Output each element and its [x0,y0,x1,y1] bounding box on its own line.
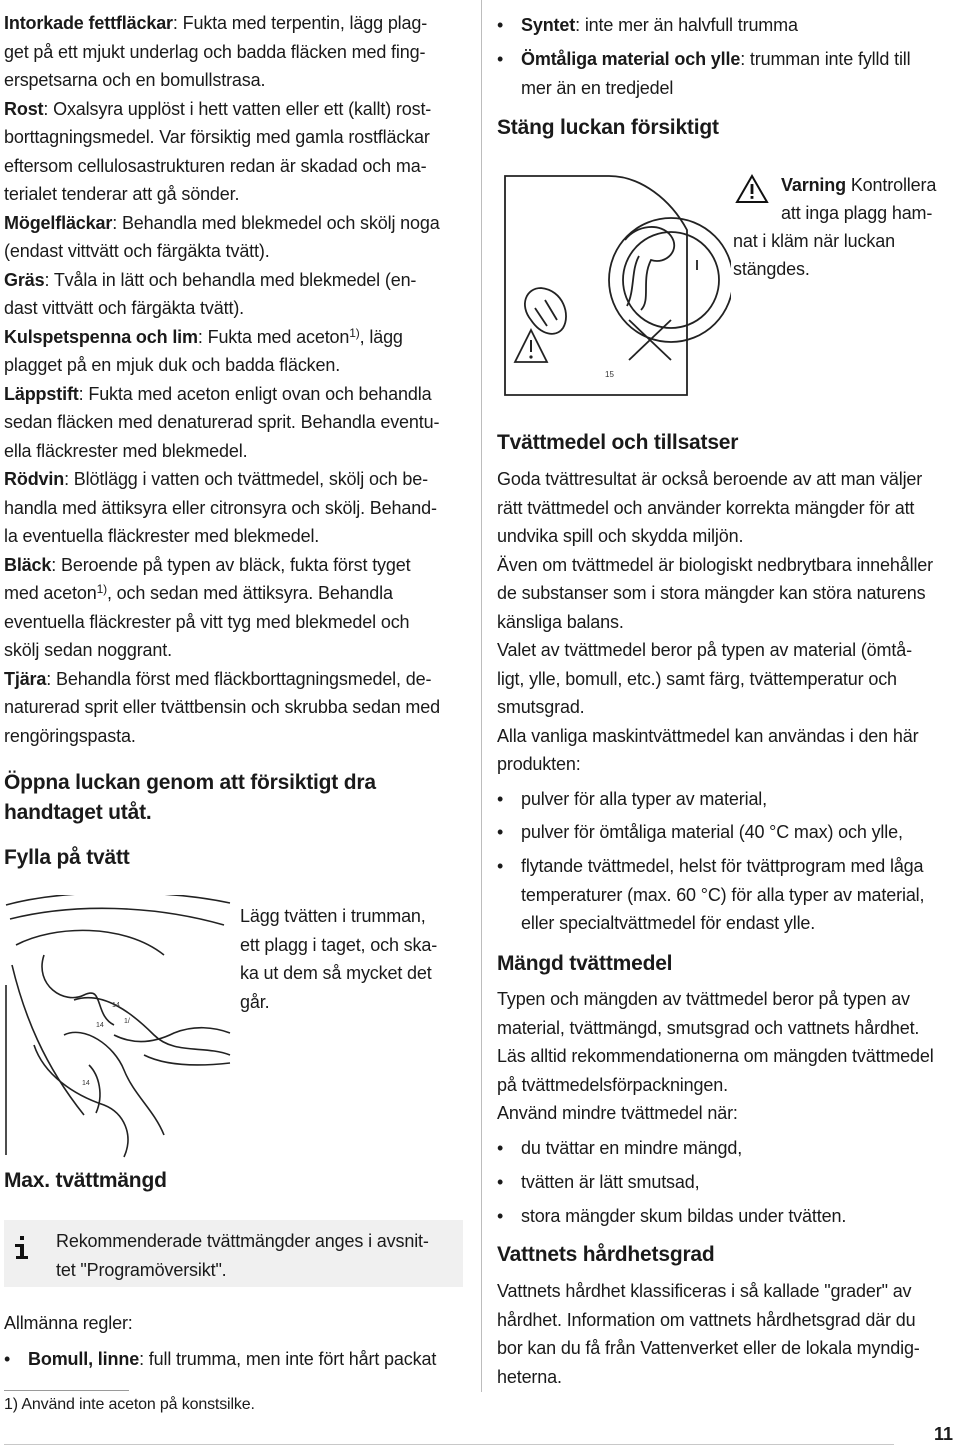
close-door-illustration [501,170,731,400]
tip-ballpoint: Kulspetspenna och lim: Fukta med aceton$^{1)}$, lägg plagget på en mjuk duk och badda fläcken. [4,325,403,375]
info-note [4,1220,463,1287]
heading-load-laundry: Fylla på tvätt [4,846,130,869]
list-item: • pulver för ömtåliga material (40 °C max) och ylle, [497,822,903,842]
loading-laundry-illustration [4,895,232,1165]
heading-close-door: Stäng luckan försiktigt [497,116,719,139]
bottom-rule [4,1444,894,1445]
column-separator [481,0,482,1392]
page-number: 11 [934,1424,954,1444]
stain-tips [4,9,474,750]
heading-max-load: Max. tvättmängd [4,1169,167,1192]
amount-text: Typen och mängden av tvättmedel beror på typen av material, tvättmängd, smutsgrad och vattnets hårdhet. Läs alltid rekommendationerna om mängden tvättmedel på tvättmedelsförpackningen. Använd mindre tvättmedel när: [497,989,934,1123]
tip-mould: Mögelfläckar: Behandla med blekmedel och skölj noga (endast vittvätt och färgäkta tvätt). [4,212,440,261]
tip-grass: Gräs: Tvåla in lätt och behandla med blekmedel (en- dast vittvätt och färgäkta tvätt). [4,269,417,318]
list-item: • Ömtåliga material och ylle: trumman inte fylld till mer än en tredjedel [497,49,911,98]
info-note-text: Rekommenderade tvättmängder anges i avsnit- tet "Programöversikt". [56,1231,429,1280]
warning-text-line-1: Varning Kontrollera [781,175,937,195]
list-item: • flytande tvättmedel, helst för tvättprogram med låga temperaturer (max. 60 °C) för alla typer av material, eller specialtvättmedel för endast ylle. [497,856,925,933]
heading-open-door: Öppna luckan genom att försiktigt dra handtaget utåt. [4,771,376,824]
list-item: • Bomull, linne: full trumma, men inte fört hårt packat [4,1349,437,1369]
list-item: • du tvättar en mindre mängd, [497,1138,743,1158]
list-item: • stora mängder skum bildas under tvätten. [497,1206,847,1226]
tip-tar: Tjära: Behandla först med fläckborttagningsmedel, de- naturerad sprit eller tvättbensin och skrubba sedan med rengöringspasta. [4,668,441,746]
heading-detergents: Tvättmedel och tillsatser [497,431,739,454]
footnote: 1) Använd inte aceton på konstsilke. [4,1396,255,1413]
svg-text:15: 15 [605,370,614,379]
warning-text-line-4: stängdes. [733,259,810,279]
svg-text:1/: 1/ [124,1018,130,1025]
tip-redwine: Rödvin: Blötlägg i vatten och tvättmedel, skölj och be- handla med ättiksyra eller citronsyra och skölj. Behand- la eventuella fläckrester med blekmedel. [4,469,437,546]
heading-detergent-amount: Mängd tvättmedel [497,952,673,975]
heading-water-hardness: Vattnets hårdhetsgrad [497,1243,715,1266]
footnote-rule [4,1390,129,1391]
svg-text:14: 14 [82,1080,90,1087]
tip-grease: Intorkade fettfläckar: Fukta med terpentin, lägg plag- get på ett mjukt underlag och badda fläcken med fing- erspetsarna och en bomullstrasa. [4,13,428,90]
svg-text:14: 14 [96,1022,104,1029]
general-rules: Allmänna regler: [4,1313,133,1333]
info-icon [10,1235,34,1261]
tip-lipstick: Läppstift: Fukta med aceton enligt ovan och behandla sedan fläcken med denaturerad sprit. Behandla eventu- ella fläckrester med blekmedel. [4,383,440,461]
list-item: • tvätten är lätt smutsad, [497,1172,700,1192]
detergent-text: Goda tvättresultat är också beroende av att man väljer rätt tvättmedel och använder korrekta mängder för att undvika spill och skydda miljön. Även om tvättmedel är biologiskt nedbrytbara innehåller de substanser som i stora mängder kan störa naturens känsliga balans. Valet av tvättmedel beror på typen av material (ömtå- ligt, ylle, bomull, etc.) samt färg, tvättemperatur och smutsgrad. Alla vanliga maskintvättmedel kan användas i den här produkten: [497,469,933,774]
warning-text-line-2: att inga plagg ham- [781,203,933,223]
list-item: • Syntet: inte mer än halvfull trumma [497,15,798,35]
load-instructions: Lägg tvätten i trumman, ett plagg i taget, och ska- ka ut dem så mycket det går. [240,906,438,1012]
list-item: • pulver för alla typer av material, [497,789,768,809]
warning-icon [735,174,769,204]
warning-text-line-3: nat i kläm när luckan [733,231,895,251]
hardness-text: Vattnets hårdhet klassificeras i så kallade "grader" av hårdhet. Information om vattnets hårdhetsgrad där du bor kan du få från Vattenverket eller de lokala myndig- heterna. [497,1281,920,1387]
tip-ink: Bläck: Beroende på typen av bläck, fukta först tyget med aceton$^{1)}$, och sedan med ättiksyra. Behandla eventuella fläckrester på vitt tyg med blekmedel och skölj sedan noggrant. [4,554,411,660]
svg-text:14: 14 [112,1002,120,1009]
tip-rust: Rost: Oxalsyra upplöst i hett vatten eller ett (kallt) rost- borttagningsmedel. Var försiktig med gamla rostfläckar eftersom cellulosastrukturen redan är skadad och ma- terialet tenderar att gå sönder. [4,98,432,204]
